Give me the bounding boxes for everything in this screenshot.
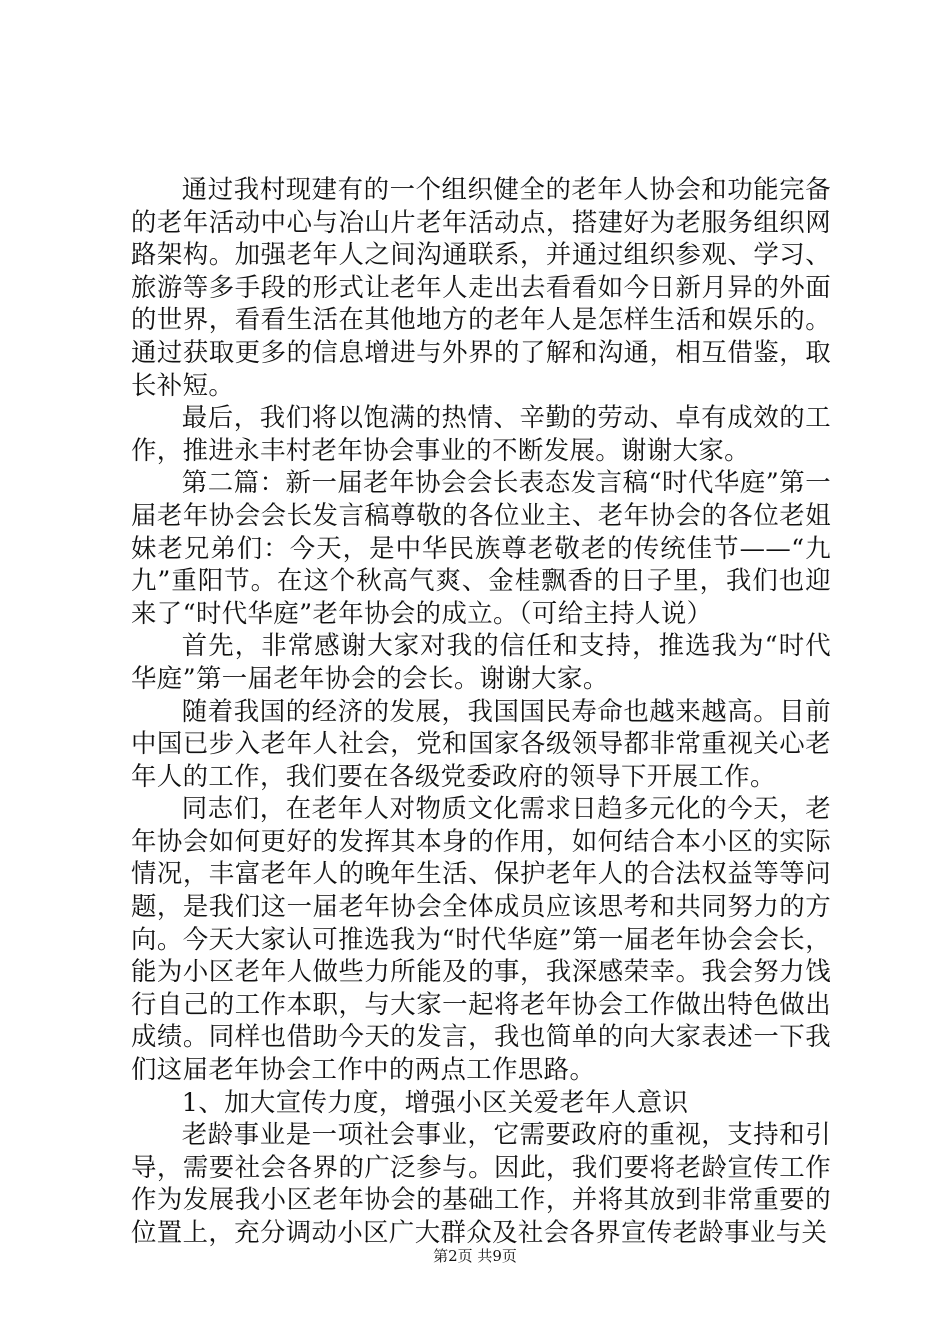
- paragraph: 通过我村现建有的一个组织健全的老年人协会和功能完备的老年活动中心与冶山片老年活动点，搭建好为老服务组织网路架构。加强老年人之间沟通联系，并通过组织参观、学习、旅游等多手段的形式让老年人走出去看看如今日新月异的外面的世界，看看生活在其他地方的老年人是怎样生活和娱乐的。通过获取更多的信息增进与外界的了解和沟通，相互借鉴，取长补短。: [131, 174, 831, 400]
- paragraph-heading: 1、加大宣传力度，增强小区关爱老年人意识: [181, 1086, 689, 1117]
- paragraph: 老龄事业是一项社会事业，它需要政府的重视，支持和引导，需要社会各界的广泛参与。因此，我们要将老龄宣传工作作为发展我小区老年协会的基础工作，并将其放到非常重要的位置上，充分调动小区广大群众及社会各界宣传老龄事业与关: [131, 1119, 831, 1247]
- paragraph: 随着我国的经济的发展，我国国民寿命也越来越高。目前中国已步入老年人社会，党和国家各级领导都非常重视关心老年人的工作，我们要在各级党委政府的领导下开展工作。: [131, 695, 831, 791]
- document-body: [131, 173, 831, 1249]
- paragraph: 最后，我们将以饱满的热情、辛勤的劳动、卓有成效的工作，推进永丰村老年协会事业的不断发展。谢谢大家。: [131, 402, 831, 465]
- paragraph: 第二篇：新一届老年协会会长表态发言稿“时代华庭”第一届老年协会会长发言稿尊敬的各位业主、老年协会的各位老姐妹老兄弟们：今天，是中华民族尊老敬老的传统佳节——“九九”重阳节。在这个秋高气爽、金桂飘香的日子里，我们也迎来了“时代华庭”老年协会的成立。（可给主持人说）: [131, 467, 831, 628]
- paragraph: 同志们，在老年人对物质文化需求日趋多元化的今天，老年协会如何更好的发挥其本身的作用，如何结合本小区的实际情况，丰富老年人的晚年生活、保护老年人的合法权益等等问题，是我们这一届老年协会全体成员应该思考和共同努力的方向。今天大家认可推选我为“时代华庭”第一届老年协会会长，能为小区老年人做些力所能及的事，我深感荣幸。我会努力饯行自己的工作本职，与大家一起将老年协会工作做出特色做出成绩。同样也借助今天的发言，我也简单的向大家表述一下我们这届老年协会工作中的两点工作思路。: [131, 793, 831, 1085]
- paragraph: 首先，非常感谢大家对我的信任和支持，推选我为“时代华庭”第一届老年协会的会长。谢谢大家。: [131, 630, 831, 693]
- page-number-footer: 第2页 共9页: [433, 1247, 517, 1265]
